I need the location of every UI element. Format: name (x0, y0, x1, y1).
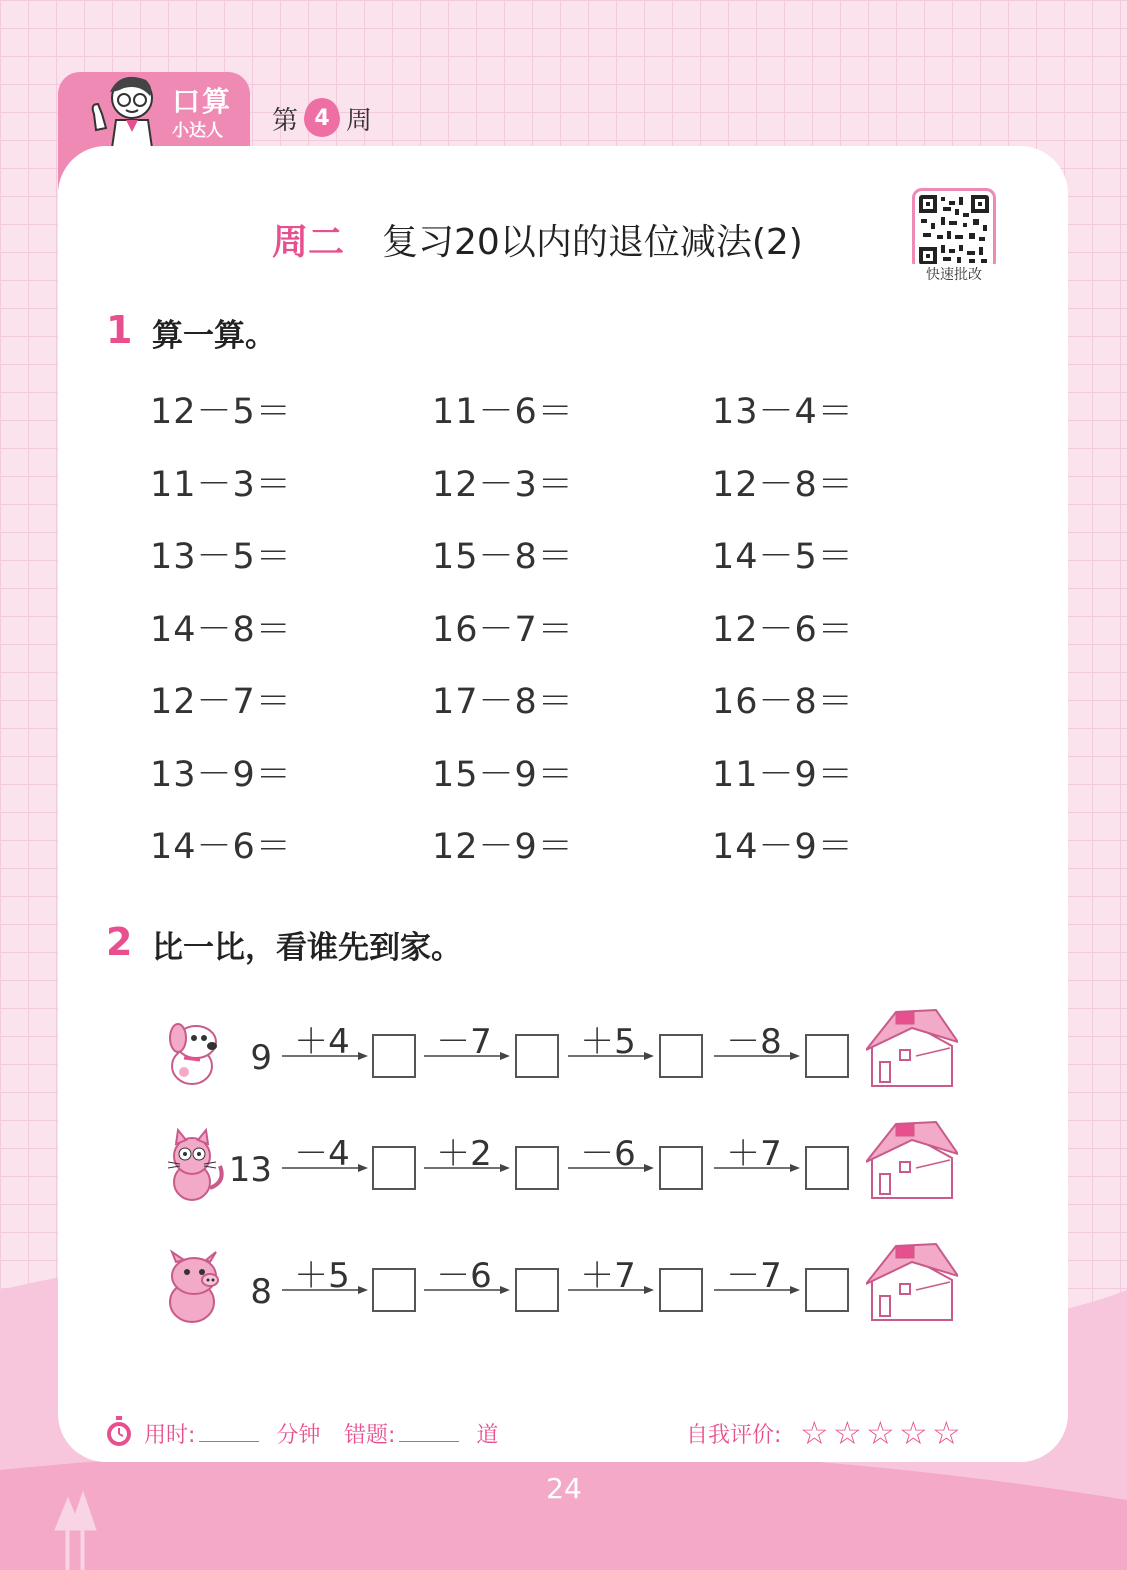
operation-label: －7 (726, 1256, 782, 1296)
operation-label: ＋4 (294, 1022, 350, 1062)
answer-box[interactable] (372, 1146, 416, 1190)
arithmetic-problem: 13－5＝ (150, 537, 292, 577)
house-icon (866, 1118, 958, 1200)
time-blank[interactable] (199, 1423, 259, 1442)
answer-box[interactable] (805, 1034, 849, 1078)
day-label: 周二 (272, 222, 345, 263)
operation-label: －4 (294, 1134, 350, 1174)
arithmetic-problem: 12－5＝ (150, 392, 292, 432)
self-eval-label: 自我评价: (686, 1423, 782, 1448)
section-2-number: 2 (106, 920, 133, 964)
tab-title: 口算 (172, 85, 233, 118)
arithmetic-problem: 11－9＝ (712, 754, 854, 795)
errors-label: 错题: (344, 1423, 396, 1448)
arithmetic-problem: 12－9＝ (432, 827, 574, 867)
page-number: 24 (546, 1472, 582, 1505)
house-icon (866, 1240, 958, 1322)
errors-blank[interactable] (399, 1423, 459, 1442)
arithmetic-problem: 15－9＝ (432, 754, 574, 795)
answer-box[interactable] (515, 1268, 559, 1312)
stopwatch-icon (104, 1416, 134, 1448)
section-1-number: 1 (106, 308, 133, 352)
start-number: 9 (250, 1038, 272, 1078)
time-label: 用时: (144, 1423, 196, 1448)
time-spent-field (144, 1418, 320, 1449)
arithmetic-problem: 12－6＝ (712, 609, 854, 650)
house-icon (866, 1006, 958, 1088)
arithmetic-problem: 14－6＝ (150, 827, 292, 867)
arithmetic-problem: 11－6＝ (432, 392, 574, 432)
arithmetic-problem: 12－3＝ (432, 464, 574, 505)
arrow-icon (568, 1162, 654, 1174)
tab-subtitle: 小达人 (172, 121, 223, 141)
arrow-icon (424, 1162, 510, 1174)
arithmetic-problem: 16－7＝ (432, 609, 574, 650)
qr-label: 快速批改 (912, 264, 996, 284)
section-1-title: 算一算。 (152, 318, 276, 354)
answer-box[interactable] (805, 1146, 849, 1190)
arithmetic-problem: 11－3＝ (150, 464, 292, 505)
rating-star-4[interactable]: ☆ (899, 1414, 928, 1452)
arithmetic-problem: 16－8＝ (712, 682, 854, 722)
lesson-title: 复习20以内的退位减法(2) (382, 222, 803, 263)
answer-box[interactable] (515, 1146, 559, 1190)
operation-label: －6 (436, 1256, 492, 1296)
operation-label: －8 (726, 1022, 782, 1062)
answer-box[interactable] (515, 1034, 559, 1078)
rating-star-2[interactable]: ☆ (833, 1414, 862, 1452)
dog-icon (154, 1014, 228, 1094)
answer-box[interactable] (372, 1034, 416, 1078)
arrow-icon (282, 1162, 368, 1174)
rating-star-3[interactable]: ☆ (866, 1414, 895, 1452)
time-unit: 分钟 (276, 1423, 321, 1448)
arithmetic-problem: 17－8＝ (432, 682, 574, 722)
arrow-icon (282, 1050, 368, 1062)
operation-label: ＋2 (436, 1134, 492, 1174)
operation-label: ＋7 (726, 1134, 782, 1174)
start-number: 8 (250, 1272, 272, 1312)
week-number-badge: 4 (304, 101, 340, 137)
arrow-icon (568, 1050, 654, 1062)
cat-icon (154, 1126, 228, 1206)
section-2-title: 比一比，看谁先到家。 (152, 930, 462, 966)
qr-code-icon[interactable] (912, 188, 996, 272)
arrow-icon (424, 1284, 510, 1296)
week-suffix: 周 (346, 106, 373, 136)
rating-star-1[interactable]: ☆ (800, 1414, 829, 1452)
operation-label: －7 (436, 1022, 492, 1062)
arithmetic-problem: 12－8＝ (712, 464, 854, 505)
arithmetic-problem: 14－5＝ (712, 537, 854, 577)
operation-label: ＋7 (580, 1256, 636, 1296)
arrow-icon (714, 1050, 800, 1062)
mascot-boy-icon (80, 70, 170, 148)
week-prefix: 第 (272, 106, 299, 136)
pig-icon (154, 1248, 228, 1328)
arithmetic-problem: 14－9＝ (712, 827, 854, 867)
answer-box[interactable] (659, 1146, 703, 1190)
answer-box[interactable] (805, 1268, 849, 1312)
page-title (272, 214, 803, 265)
errors-unit: 道 (476, 1423, 499, 1448)
arrow-icon (714, 1162, 800, 1174)
operation-label: －6 (580, 1134, 636, 1174)
start-number: 13 (228, 1150, 272, 1190)
arrow-icon (714, 1284, 800, 1296)
arithmetic-problem: 13－9＝ (150, 754, 292, 795)
answer-box[interactable] (372, 1268, 416, 1312)
arithmetic-problem: 12－7＝ (150, 682, 292, 722)
arithmetic-problem: 14－8＝ (150, 609, 292, 650)
week-indicator (272, 100, 372, 137)
operation-label: ＋5 (580, 1022, 636, 1062)
arithmetic-problem: 13－4＝ (712, 392, 854, 432)
rating-star-5[interactable]: ☆ (932, 1414, 961, 1452)
arrow-icon (424, 1050, 510, 1062)
errors-field (344, 1418, 498, 1449)
operation-label: ＋5 (294, 1256, 350, 1296)
arrow-icon (568, 1284, 654, 1296)
answer-box[interactable] (659, 1268, 703, 1312)
arrow-icon (282, 1284, 368, 1296)
arithmetic-problem: 15－8＝ (432, 537, 574, 577)
answer-box[interactable] (659, 1034, 703, 1078)
